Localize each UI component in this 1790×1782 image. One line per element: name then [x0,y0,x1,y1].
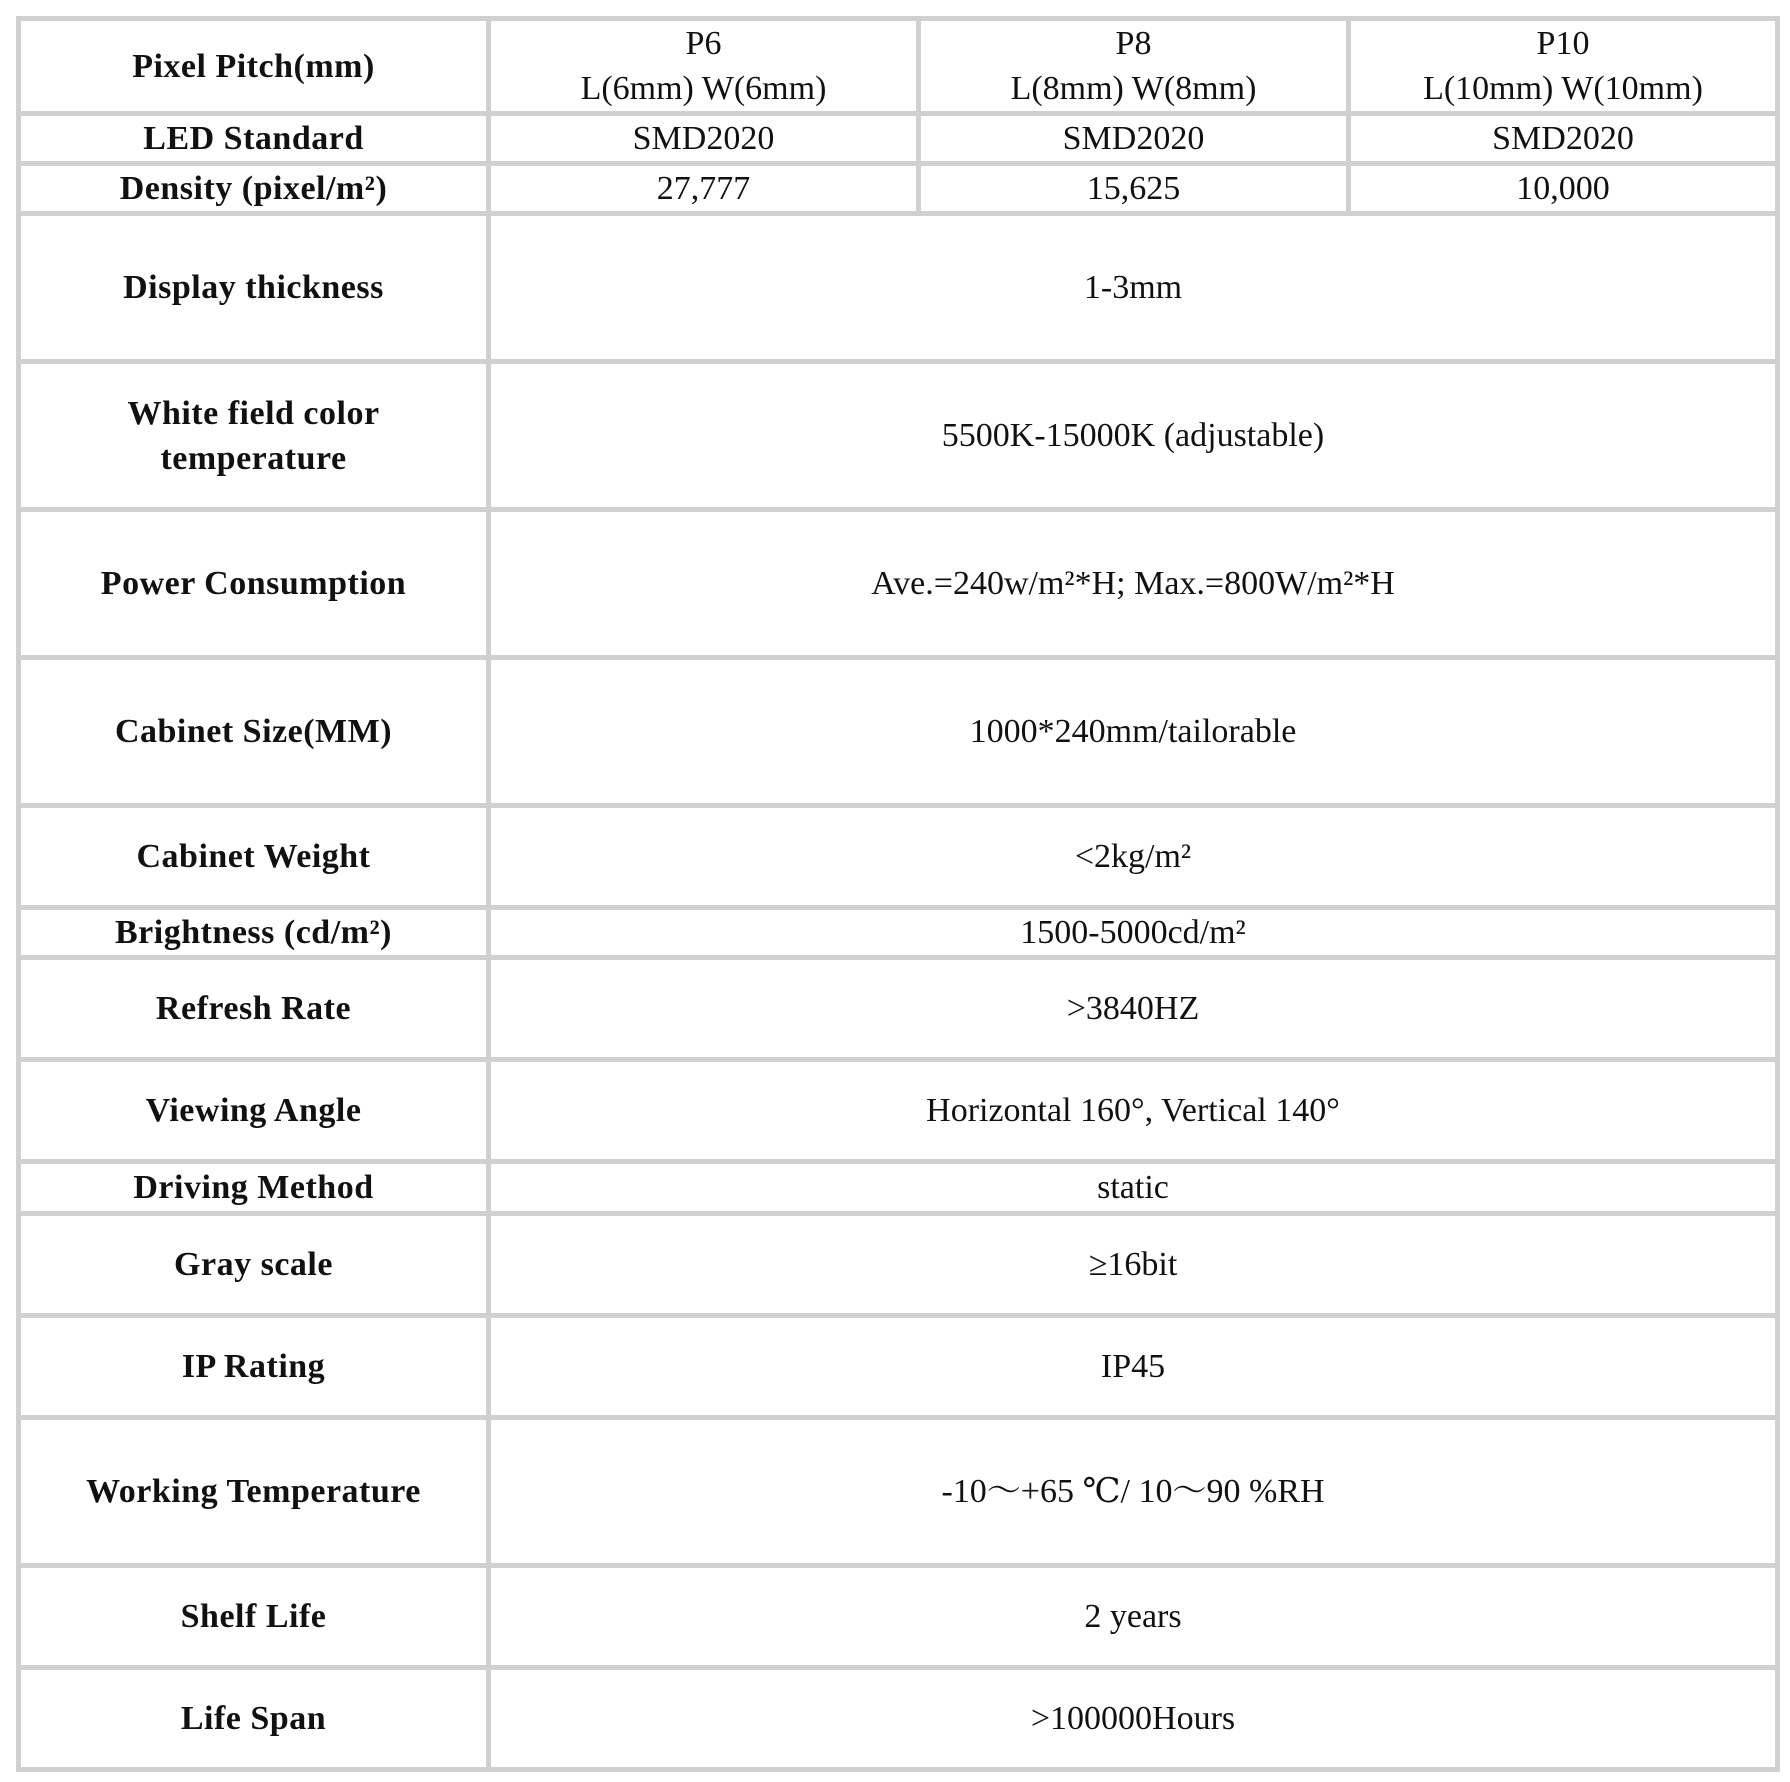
table-row [19,1162,1778,1214]
row-label: Cabinet Size(MM) [19,658,489,806]
row-label: Refresh Rate [19,958,489,1060]
model-name: P6 [685,25,722,62]
row-label-pixel-pitch: Pixel Pitch(mm) [19,19,489,114]
table-row [19,806,1778,908]
row-label-line: temperature [160,439,347,477]
table-row-led-standard [19,114,1778,164]
cell-value: Ave.=240w/m²*H; Max.=800W/m²*H [489,510,1778,658]
row-label: Life Span [19,1668,489,1770]
table-row-density [19,164,1778,214]
table-row [19,658,1778,806]
table-row [19,1566,1778,1668]
model-header-p10 [1349,19,1778,114]
row-label [19,362,489,510]
row-label: Display thickness [19,214,489,362]
row-label: Driving Method [19,1162,489,1214]
cell-value: SMD2020 [1349,114,1778,164]
row-label: Power Consumption [19,510,489,658]
table-row [19,1316,1778,1418]
row-label: Brightness (cd/m²) [19,908,489,958]
cell-value: 27,777 [489,164,919,214]
cell-value: static [489,1162,1778,1214]
row-label: Working Temperature [19,1418,489,1566]
table-row [19,510,1778,658]
model-header-p6 [489,19,919,114]
cell-value: >100000Hours [489,1668,1778,1770]
row-label: Shelf Life [19,1566,489,1668]
row-label: Density (pixel/m²) [19,164,489,214]
table-row [19,214,1778,362]
cell-value: 10,000 [1349,164,1778,214]
cell-value: ≥16bit [489,1214,1778,1316]
cell-value: 1-3mm [489,214,1778,362]
table-row [19,1668,1778,1770]
model-size: L(10mm) W(10mm) [1423,70,1703,107]
cell-value: SMD2020 [919,114,1349,164]
spec-table [16,16,1780,1772]
model-header-p8 [919,19,1349,114]
model-size: L(6mm) W(6mm) [580,70,827,107]
table-row-pixel-pitch [19,19,1778,114]
model-name: P10 [1536,25,1590,62]
table-row [19,362,1778,510]
row-label-line: White field color [127,394,380,432]
row-label: LED Standard [19,114,489,164]
row-label: Cabinet Weight [19,806,489,908]
table-row [19,1060,1778,1162]
cell-value: 15,625 [919,164,1349,214]
cell-value: SMD2020 [489,114,919,164]
row-label: IP Rating [19,1316,489,1418]
cell-value: 5500K-15000K (adjustable) [489,362,1778,510]
table-row [19,1418,1778,1566]
cell-value: Horizontal 160°, Vertical 140° [489,1060,1778,1162]
cell-value: <2kg/m² [489,806,1778,908]
model-name: P8 [1115,25,1152,62]
table-row [19,958,1778,1060]
cell-value: IP45 [489,1316,1778,1418]
cell-value: 1000*240mm/tailorable [489,658,1778,806]
table-row [19,1214,1778,1316]
cell-value: >3840HZ [489,958,1778,1060]
cell-value: 1500-5000cd/m² [489,908,1778,958]
cell-value: -10～+65 ℃/ 10～90 %RH [489,1418,1778,1566]
row-label: Gray scale [19,1214,489,1316]
row-label: Viewing Angle [19,1060,489,1162]
model-size: L(8mm) W(8mm) [1010,70,1257,107]
table-row [19,908,1778,958]
cell-value: 2 years [489,1566,1778,1668]
